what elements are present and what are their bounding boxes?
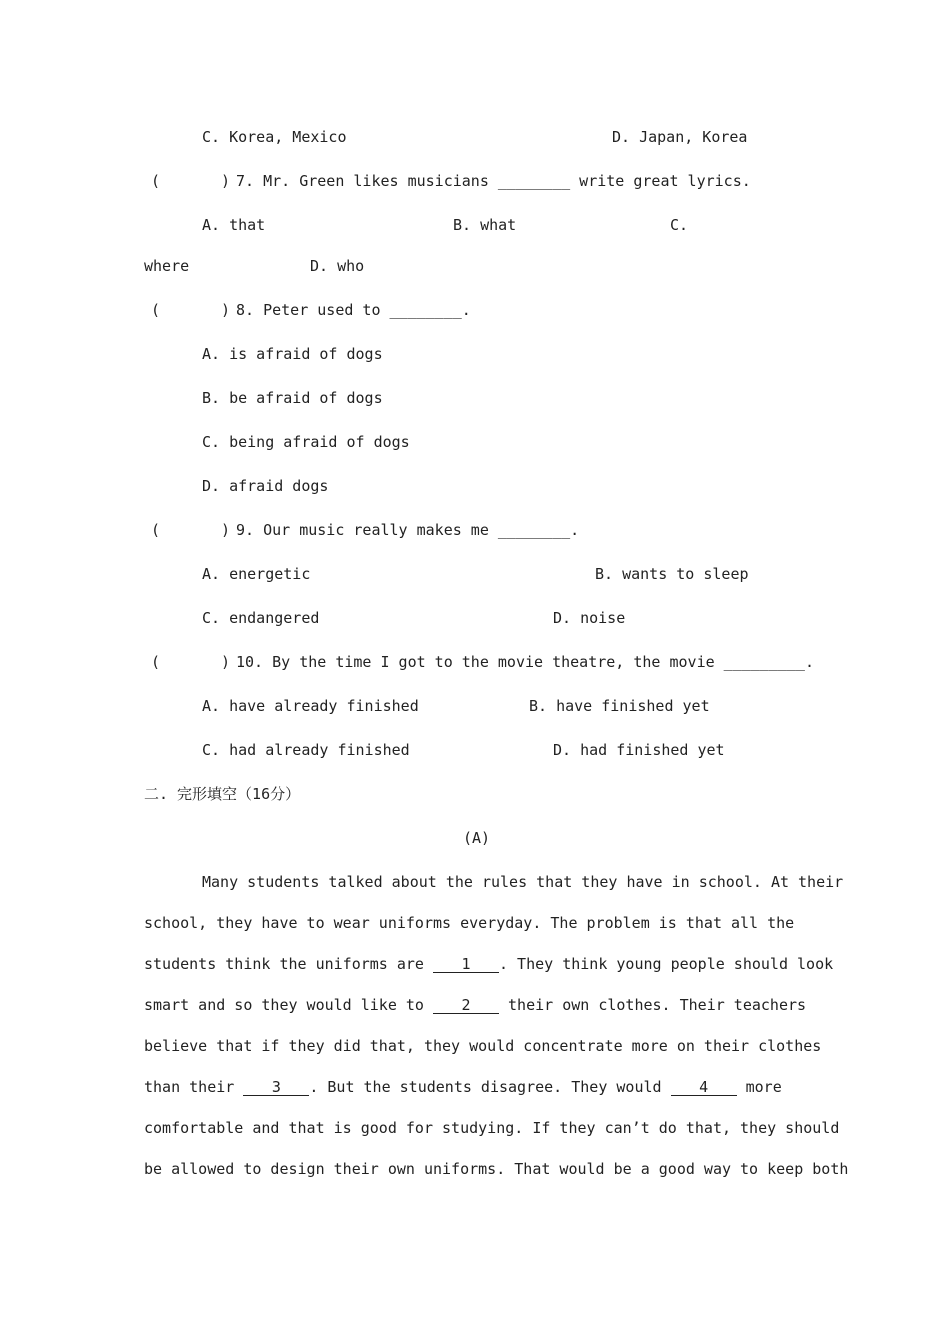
passage-text: more	[736, 1078, 782, 1096]
passage-text: their own clothes. Their teachers	[499, 996, 807, 1014]
q10-answer-open-paren: (	[151, 653, 161, 671]
passage-line	[144, 1078, 782, 1096]
q10-option-b: B. have finished yet	[529, 697, 710, 715]
blank-1: 1	[433, 956, 499, 973]
q8-option-b: B. be afraid of dogs	[202, 389, 383, 407]
q9-answer-close-paren: )	[221, 521, 231, 539]
q10-option-c: C. had already finished	[202, 741, 410, 759]
section-heading: 二. 完形填空（16分）	[144, 785, 301, 803]
q10-option-d: D. had finished yet	[553, 741, 725, 759]
q9-option-c: C. endangered	[202, 609, 320, 627]
q9-answer-open-paren: (	[151, 521, 161, 539]
blank-3: 3	[243, 1079, 309, 1096]
q6-option-c: C. Korea, Mexico	[202, 128, 347, 146]
passage-text: students think the uniforms are	[144, 955, 424, 973]
passage-line: school, they have to wear uniforms everyday. The problem is that all the	[144, 914, 795, 932]
q10-option-a: A. have already finished	[202, 697, 419, 715]
passage-line: comfortable and that is good for studying. If they can’t do that, they should	[144, 1119, 840, 1137]
q7-answer-open-paren: (	[151, 172, 161, 190]
q7-question: 7. Mr. Green likes musicians ________ write great lyrics.	[236, 172, 751, 190]
q7-option-c-label: C.	[670, 216, 689, 234]
blank-4: 4	[671, 1079, 737, 1096]
q10-question: 10. By the time I got to the movie theatre, the movie _________.	[236, 653, 814, 671]
passage-line	[144, 955, 833, 973]
q7-option-a: A. that	[202, 216, 266, 234]
q6-option-d: D. Japan, Korea	[612, 128, 748, 146]
passage-text: . They think young people should look	[499, 955, 834, 973]
blank-2: 2	[433, 997, 499, 1014]
q8-option-a: A. is afraid of dogs	[202, 345, 383, 363]
q7-option-c-text: where	[144, 257, 190, 275]
q7-answer-close-paren: )	[221, 172, 231, 190]
passage-text: . But the students disagree. They would	[309, 1078, 662, 1096]
q9-option-a: A. energetic	[202, 565, 311, 583]
q7-option-b: B. what	[453, 216, 517, 234]
passage-line: Many students talked about the rules that they have in school. At their	[202, 873, 844, 891]
q9-option-b: B. wants to sleep	[595, 565, 749, 583]
q7-option-d: D. who	[310, 257, 365, 275]
q9-option-d: D. noise	[553, 609, 626, 627]
passage-line	[144, 996, 806, 1014]
q9-question: 9. Our music really makes me ________.	[236, 521, 580, 539]
passage-line: be allowed to design their own uniforms. That would be a good way to keep both	[144, 1160, 849, 1178]
passage-label: (A)	[463, 829, 491, 847]
q8-answer-open-paren: (	[151, 301, 161, 319]
q8-question: 8. Peter used to ________.	[236, 301, 471, 319]
passage-line: believe that if they did that, they would concentrate more on their clothes	[144, 1037, 822, 1055]
passage-text: smart and so they would like to	[144, 996, 424, 1014]
q8-option-d: D. afraid dogs	[202, 477, 329, 495]
q8-answer-close-paren: )	[221, 301, 231, 319]
q10-answer-close-paren: )	[221, 653, 231, 671]
q8-option-c: C. being afraid of dogs	[202, 433, 410, 451]
passage-text: than their	[144, 1078, 235, 1096]
